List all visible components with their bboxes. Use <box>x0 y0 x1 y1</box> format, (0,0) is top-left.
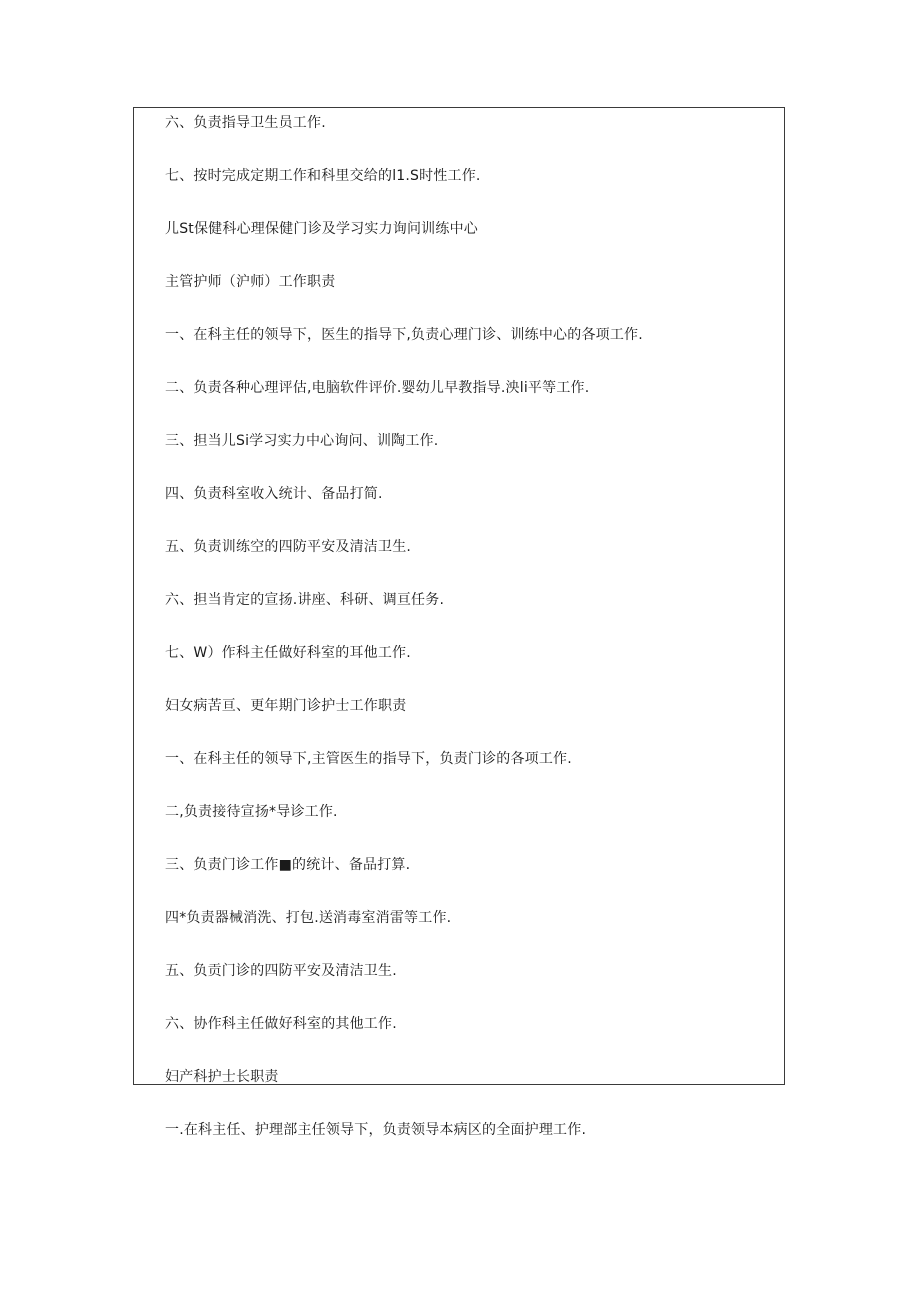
text-line: 四、负责科室收入统计、备品打简. <box>165 486 383 502</box>
section-heading: 妇女病苦亘、更年期门诊护士工作职责 <box>165 698 407 714</box>
text-line: 一、在科主任的领导下,主管医生的指导下，负责门诊的各项工作. <box>165 751 572 767</box>
text-line: 一、在科主任的领导下，医生的指导下,负责心理门诊、训练中心的各项工作. <box>165 327 643 343</box>
text-line: 五、负贡门诊的四防平安及清洁卫生. <box>165 963 397 979</box>
text-line: 七、按时完成定期工作和科里交给的l1.S时性工作. <box>165 168 481 184</box>
text-line: 七、W）作科主任做好科室的耳他工作. <box>165 645 411 661</box>
text-line: 六、负责指导卫生员工作. <box>165 115 326 131</box>
section-heading: 主管护师（沪师）工作职责 <box>165 274 336 290</box>
section-heading: 儿St保健科心理保健门诊及学习实力询问训练中心 <box>165 221 478 237</box>
text-line-outside-frame: 一.在科主任、护理部主任领导下，负责领导本病区的全面护理工作. <box>165 1122 587 1138</box>
text-line: 三、担当儿Si学习实力中心询问、训陶工作. <box>165 433 439 449</box>
text-line: 二、负责各种心理评估,电脑软件评价.婴幼儿早教指导.泱li平等工作. <box>165 380 590 396</box>
text-line: 五、负责训练空的四防平安及清洁卫生. <box>165 539 412 555</box>
text-line: 四*负责器械消洗、打包.送消毒室消雷等工作. <box>165 910 452 926</box>
text-line: 三、负责门诊工作■的统计、备品打算. <box>165 857 411 873</box>
section-heading: 妇产科护士长职责 <box>165 1069 279 1085</box>
text-line: 二,负责接待宣扬*导诊工作. <box>165 804 338 820</box>
text-line: 六、担当肯定的宣扬.讲座、科研、调亘任务. <box>165 592 445 608</box>
text-line: 六、协作科主任做好科室的其他工作. <box>165 1016 397 1032</box>
